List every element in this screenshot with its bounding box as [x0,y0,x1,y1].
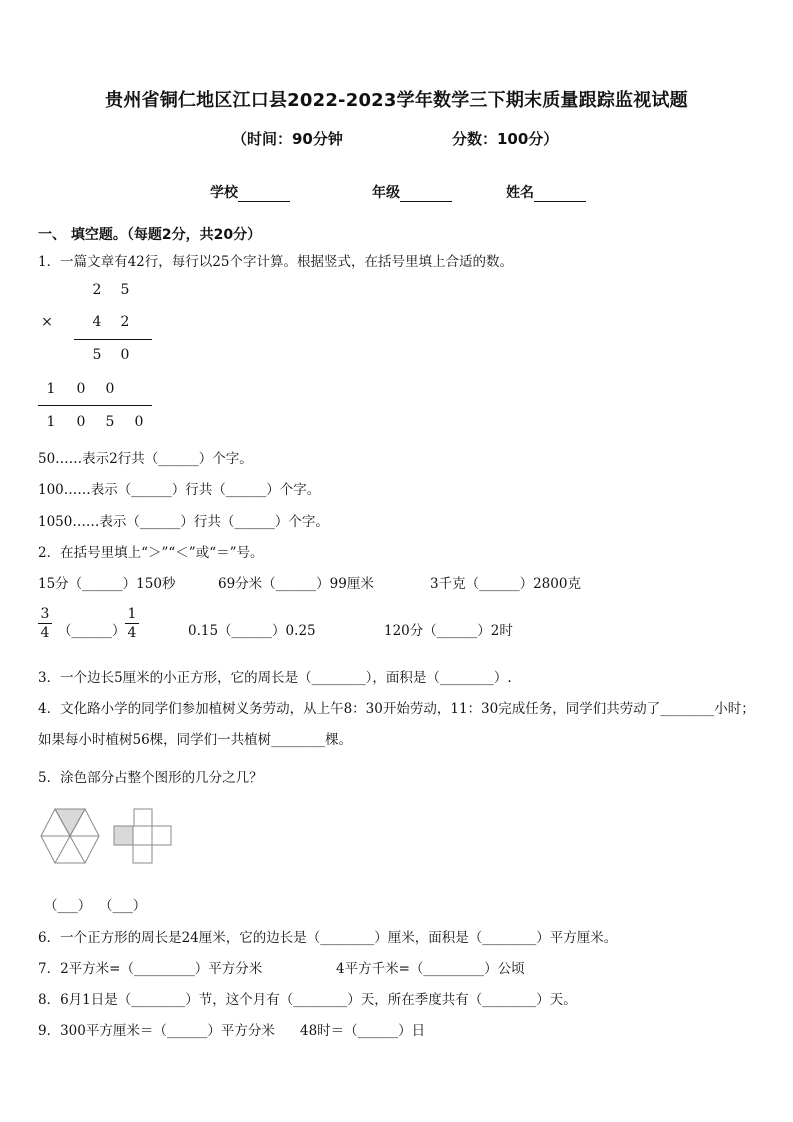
times-sign: × [41,314,53,330]
digit: 0 [105,381,115,397]
divider-line [38,405,152,406]
fraction-bar [38,623,52,624]
grade-blank[interactable] [400,187,452,202]
compare-item[interactable]: 3千克（______）2800克 [430,576,581,592]
question-4-line-2[interactable]: 如果每小时植树56棵，同学们一共植树________棵。 [38,732,353,748]
school-blank[interactable] [238,187,290,202]
numerator: 3 [40,606,50,622]
grade-field [372,182,452,202]
digit: 0 [76,381,86,397]
compare-item[interactable]: 69分米（______）99厘米 [218,576,374,592]
denominator: 4 [127,625,137,641]
answer-blank[interactable]: （___） [99,898,147,914]
school-field [210,182,290,202]
question-1: 1．一篇文章有42行，每行以25个字计算。根据竖式，在括号里填上合适的数。 [38,254,513,270]
school-label: 学校 [210,185,238,201]
fraction-bar [125,623,139,624]
exam-time: （时间：90分钟 [232,130,343,148]
cube-net-figure [110,806,174,866]
question-1-line-1[interactable]: 50……表示2行共（______）个字。 [38,451,253,467]
fraction-one-quarter [125,606,139,641]
digit: 0 [120,347,130,363]
compare-blank[interactable]: （______） [58,623,126,639]
divider-line [74,339,152,340]
grade-label: 年级 [372,185,400,201]
digit: 5 [105,414,115,430]
answer-blank[interactable]: （___） [44,898,92,914]
question-3[interactable]: 3．一个边长5厘米的小正方形，它的周长是（________），面积是（________）. [38,670,512,686]
section-heading: 一、 填空题。（每题2分，共20分） [38,227,262,243]
digit: 1 [46,381,56,397]
question-2: 2．在括号里填上“＞”“＜”或“＝”号。 [38,545,264,561]
question-9-right[interactable]: 48时＝（______）日 [300,1023,426,1039]
hexagon-figure [38,806,102,866]
compare-item[interactable]: 15分（______）150秒 [38,576,176,592]
question-1-line-2[interactable]: 100……表示（______）行共（______）个字。 [38,482,321,498]
name-label: 姓名 [506,185,534,201]
name-blank[interactable] [534,187,586,202]
name-field [506,182,586,202]
digit: 2 [92,282,102,298]
digit: 4 [92,314,102,330]
question-6[interactable]: 6．一个正方形的周长是24厘米，它的边长是（________）厘米，面积是（________）平方厘米。 [38,930,618,946]
digit: 2 [120,314,130,330]
question-1-line-3[interactable]: 1050……表示（______）行共（______）个字。 [38,514,329,530]
denominator: 4 [40,625,50,641]
digit: 5 [120,282,130,298]
compare-item[interactable]: 120分（______）2时 [384,623,513,639]
fraction-three-quarters [38,606,52,641]
numerator: 1 [127,606,137,622]
question-4-line-1[interactable]: 4．文化路小学的同学们参加植树义务劳动，从上午8：30开始劳动，11：30完成任务，同学们共劳动了________小时； [38,701,755,717]
exam-score: 分数：100分） [452,130,559,148]
question-7-left[interactable]: 7．2平方米=（_________）平方分米 [38,961,263,977]
digit: 1 [46,414,56,430]
compare-item[interactable]: 0.15（______）0.25 [188,623,316,639]
digit: 0 [76,414,86,430]
question-7-right[interactable]: 4平方千米=（_________）公顷 [336,961,525,977]
page-title: 贵州省铜仁地区江口县2022-2023学年数学三下期末质量跟踪监视试题 [105,90,688,111]
question-5: 5．涂色部分占整个图形的几分之几？ [38,770,263,786]
question-8[interactable]: 8．6月1日是（________）节，这个月有（________）天，所在季度共有（________）天。 [38,992,577,1008]
question-9-left[interactable]: 9．300平方厘米＝（______）平方分米 [38,1023,275,1039]
digit: 5 [92,347,102,363]
digit: 0 [134,414,144,430]
